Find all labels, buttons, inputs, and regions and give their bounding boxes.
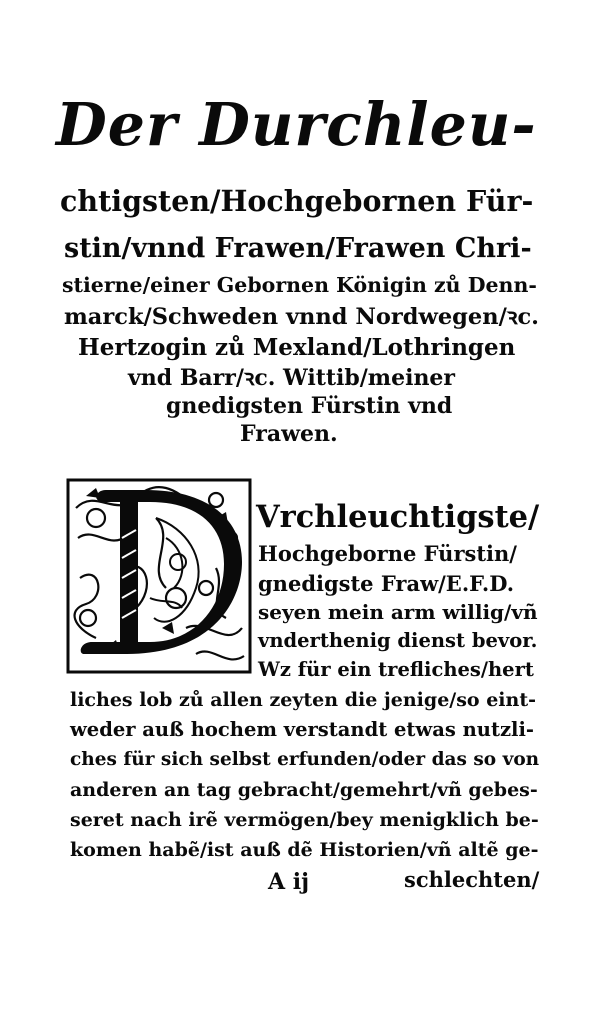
body-line-3: gnedigste Fraw/E.F.D. — [258, 571, 515, 596]
body-line-12: komen habẽ/ist auß dẽ Historien/vñ altẽ ge- — [70, 839, 539, 861]
title-line-4: marck/Schweden vnnd Nordwegen/ꝛc. — [64, 304, 540, 330]
title-line-5: Hertzogin zů Mexland/Lothringen — [78, 334, 516, 361]
ornamental-initial-icon — [66, 478, 252, 674]
body-line-7: liches lob zů allen zeyten die jenige/so eint- — [70, 689, 536, 711]
body-line-6: Wz für ein trefliches/hert — [258, 658, 534, 681]
body-line-4: seyen mein arm willig/vñ — [258, 600, 538, 624]
title-line-7: gnedigsten Fürstin vnd — [166, 393, 453, 419]
body-line-10: anderen an tag gebracht/gemehrt/vñ gebes- — [70, 779, 538, 801]
title-line-3: stierne/einer Gebornen Königin zů Denn- — [62, 273, 537, 297]
body-line-8: weder auß hochem verstandt etwas nutzli- — [70, 718, 534, 741]
catchword: schlechten/ — [404, 867, 540, 892]
title-heading: Der Durchleu- — [56, 90, 537, 159]
title-line-8: Frawen. — [240, 421, 338, 447]
body-line-9: ches für sich selbst erfunden/oder das so von — [70, 749, 540, 770]
title-line-6: vnd Barr/ꝛc. Wittib/meiner — [128, 365, 456, 391]
title-line-1: chtigsten/Hochgebornen Für- — [60, 184, 534, 218]
body-line-2: Hochgeborne Fürstin/ — [258, 541, 517, 566]
body-line-5: vnderthenig dienst bevor. — [258, 629, 538, 652]
body-line-1: Vrchleuchtigste/ — [256, 499, 540, 535]
signature-mark: A ij — [268, 869, 310, 895]
body-line-11: seret nach irẽ vermögen/bey menigklich be- — [70, 809, 539, 831]
title-line-2: stin/vnnd Frawen/Frawen Chri- — [64, 233, 532, 264]
